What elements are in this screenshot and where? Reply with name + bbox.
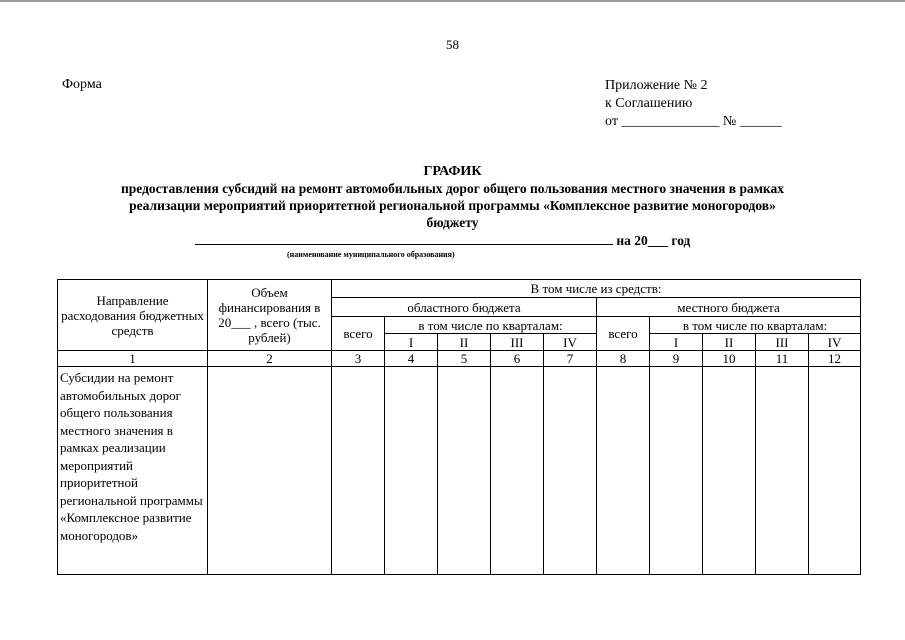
title-heading: ГРАФИК (423, 164, 482, 179)
quarter-cell: IV (809, 334, 861, 351)
header-local-total: всего (597, 317, 650, 351)
budget-line (195, 232, 690, 249)
column-number: 1 (58, 351, 208, 367)
data-cell (703, 367, 756, 575)
data-cell (756, 367, 809, 575)
column-number: 5 (438, 351, 491, 367)
quarter-cell: IV (544, 334, 597, 351)
schedule-table (57, 279, 861, 575)
column-number: 2 (208, 351, 332, 367)
data-cell (385, 367, 438, 575)
data-cell (809, 367, 861, 575)
budget-year-label: на 20___ год (616, 233, 691, 248)
form-label: Форма (62, 77, 102, 92)
page-number: 58 (446, 37, 459, 52)
quarter-cell: II (703, 334, 756, 351)
header-including: В том числе из средств: (332, 280, 861, 298)
municipality-blank (195, 232, 613, 245)
data-cell (438, 367, 491, 575)
column-number: 7 (544, 351, 597, 367)
column-number: 6 (491, 351, 544, 367)
quarter-cell: I (385, 334, 438, 351)
column-number: 3 (332, 351, 385, 367)
scan-edge (0, 0, 905, 2)
column-number: 8 (597, 351, 650, 367)
quarter-cell: III (491, 334, 544, 351)
quarter-cell: III (756, 334, 809, 351)
header-regional-total: всего (332, 317, 385, 351)
annex-block (605, 77, 782, 131)
data-cell (491, 367, 544, 575)
header-volume: Объем финансирования в 20___ , всего (тыс. рублей) (208, 280, 332, 351)
column-number: 11 (756, 351, 809, 367)
column-number: 12 (809, 351, 861, 367)
header-regional-quarters: в том числе по кварталам: (385, 317, 597, 334)
document-title (0, 163, 905, 231)
annex-line-2: к Соглашению (605, 96, 693, 111)
data-cell (208, 367, 332, 575)
title-line-2: реализации мероприятий приоритетной региональной программы «Комплексное развитие моногородов» (129, 198, 776, 213)
quarter-cell: II (438, 334, 491, 351)
annex-line-3: от ______________ № ______ (605, 114, 782, 129)
header-direction: Направление расходования бюджетных средств (58, 280, 208, 351)
data-cell (544, 367, 597, 575)
municipality-caption: (наименование муниципального образования) (287, 250, 455, 259)
data-cell (332, 367, 385, 575)
column-number: 9 (650, 351, 703, 367)
header-local-budget: местного бюджета (597, 298, 861, 317)
data-cell (650, 367, 703, 575)
annex-line-1: Приложение № 2 (605, 78, 708, 93)
title-line-3: бюджету (426, 215, 479, 230)
column-number: 4 (385, 351, 438, 367)
data-cell (597, 367, 650, 575)
header-regional-budget: областного бюджета (332, 298, 597, 317)
title-line-1: предоставления субсидий на ремонт автомобильных дорог общего пользования местного значения в рамках (121, 181, 784, 196)
row-subsidy-description: Субсидии на ремонт автомобильных дорог общего пользования местного значения в рамках реализации мероприятий приоритетной региональной программы «Комплексное развитие моногородов» (58, 367, 208, 575)
header-local-quarters: в том числе по кварталам: (650, 317, 861, 334)
column-number: 10 (703, 351, 756, 367)
quarter-cell: I (650, 334, 703, 351)
